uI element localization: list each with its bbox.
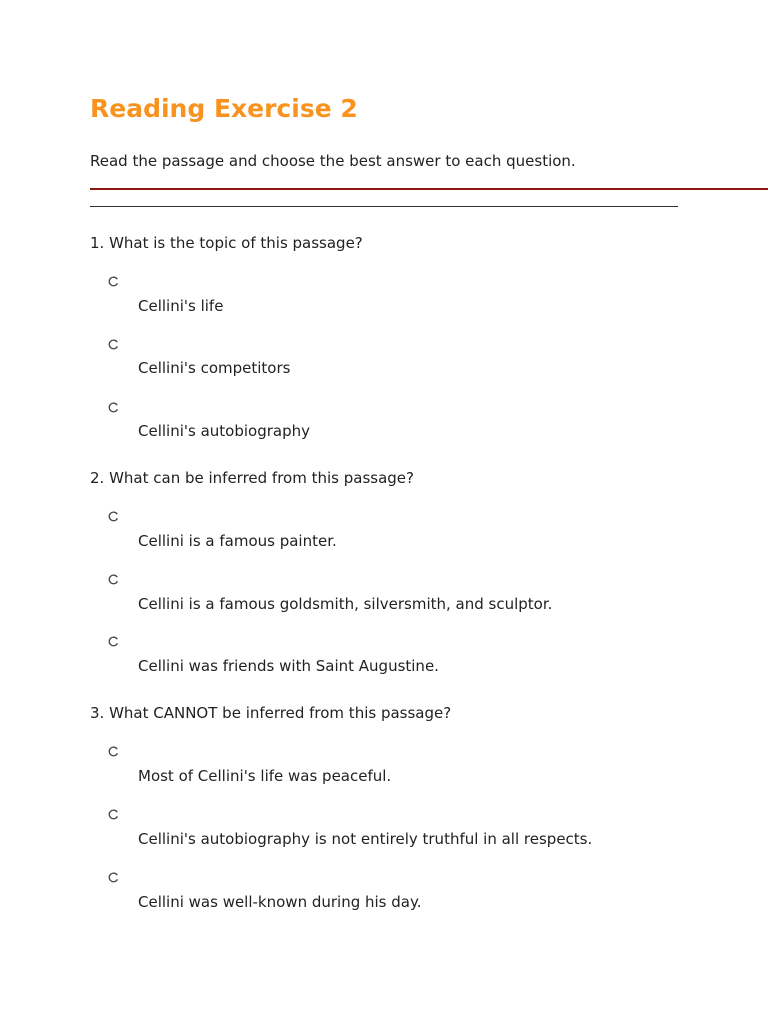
instructions-text: Read the passage and choose the best answer to each question.	[90, 152, 576, 170]
question-1-option-2-label: Cellini's competitors	[138, 359, 291, 377]
question-2-option-2-label: Cellini is a famous goldsmith, silversmith, and sculptor.	[138, 595, 553, 613]
question-3-option-1-radio-icon[interactable]	[108, 746, 119, 757]
question-3-option-3-label: Cellini was well-known during his day.	[138, 893, 422, 911]
question-1-option-2-radio-icon[interactable]	[108, 339, 119, 350]
header-divider-black	[90, 206, 678, 207]
question-2-option-3-radio-icon[interactable]	[108, 636, 119, 647]
question-3-option-3-radio-icon[interactable]	[108, 872, 119, 883]
question-2-option-1-radio-icon[interactable]	[108, 511, 119, 522]
header-divider-red	[90, 188, 768, 190]
question-3-text: 3. What CANNOT be inferred from this passage?	[90, 704, 452, 722]
question-3-option-2-label: Cellini's autobiography is not entirely truthful in all respects.	[138, 830, 593, 848]
question-1-option-1-radio-icon[interactable]	[108, 276, 119, 287]
question-1-option-3-label: Cellini's autobiography	[138, 422, 310, 440]
question-3-option-2-radio-icon[interactable]	[108, 809, 119, 820]
question-1-option-1-label: Cellini's life	[138, 297, 224, 315]
question-2-option-1-label: Cellini is a famous painter.	[138, 532, 337, 550]
question-3-option-1-label: Most of Cellini's life was peaceful.	[138, 767, 392, 785]
question-2-text: 2. What can be inferred from this passage?	[90, 469, 414, 487]
page-title: Reading Exercise 2	[90, 94, 358, 123]
question-1-option-3-radio-icon[interactable]	[108, 402, 119, 413]
question-2-option-2-radio-icon[interactable]	[108, 574, 119, 585]
question-1-text: 1. What is the topic of this passage?	[90, 234, 363, 252]
question-2-option-3-label: Cellini was friends with Saint Augustine.	[138, 657, 439, 675]
